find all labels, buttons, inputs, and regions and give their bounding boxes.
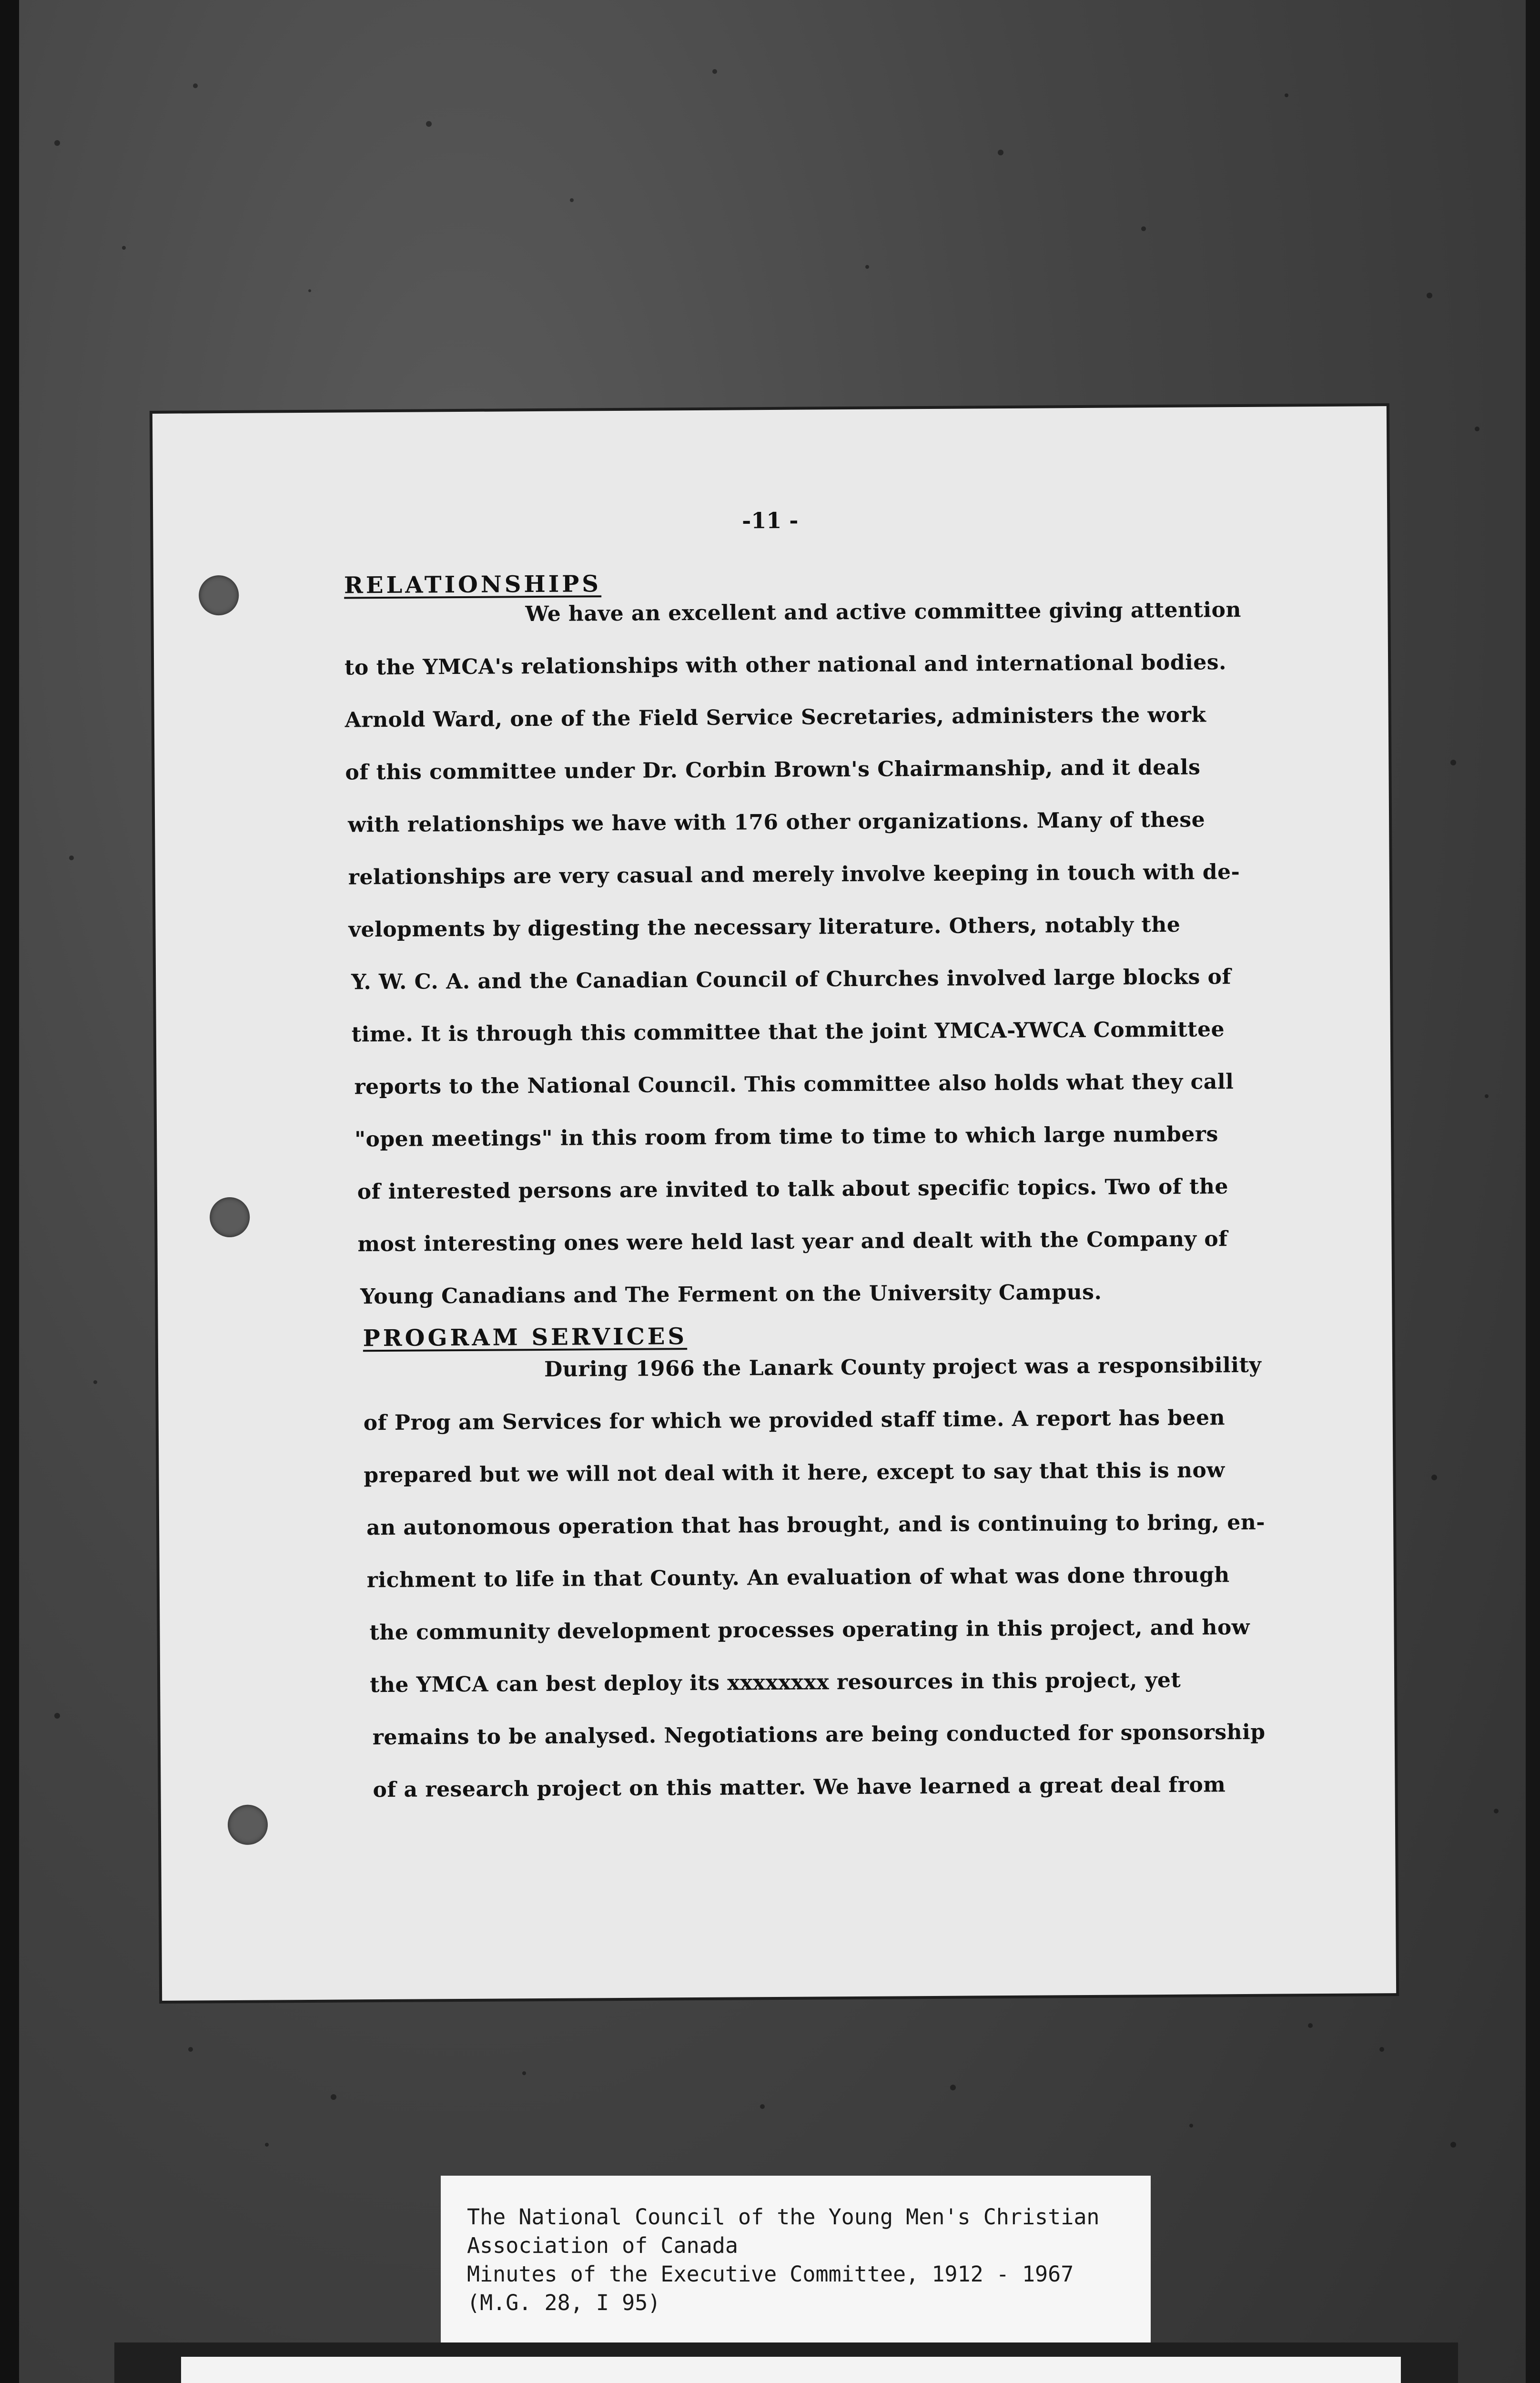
punch-hole-middle [210, 1197, 250, 1238]
catalog-line: (M.G. 28, I 95) [467, 2290, 661, 2315]
section-heading-relationships: RELATIONSHIPS [344, 570, 602, 599]
text-line: the YMCA can best deploy its xxxxxxxx resources in this project, yet [370, 1668, 1181, 1698]
text-line: Arnold Ward, one of the Field Service Secretaries, administers the work [344, 703, 1206, 733]
document-page [152, 406, 1396, 2001]
text-line: of a research project on this matter. We have learned a great deal from [373, 1772, 1226, 1803]
text-line: the community development processes operating in this project, and how [369, 1615, 1250, 1645]
section-heading-program-services: PROGRAM SERVICES [363, 1323, 688, 1352]
catalog-line: Minutes of the Executive Committee, 1912 - 1967 [467, 2261, 1074, 2287]
text-line: of interested persons are invited to talk about specific topics. Two of the [357, 1174, 1229, 1204]
text-line: most interesting ones were held last year and dealt with the Company of [357, 1227, 1228, 1257]
text-line: prepared but we will not deal with it here, except to say that this is now [364, 1458, 1225, 1488]
text-line: Young Canadians and The Ferment on the University Campus. [360, 1280, 1102, 1309]
archives-stamp [181, 2357, 1401, 2383]
catalog-line: The National Council of the Young Men's Christian [467, 2204, 1100, 2230]
text-line: We have an excellent and active committee giving attention [525, 597, 1242, 627]
text-line: time. It is through this committee that the joint YMCA-YWCA Committee [351, 1017, 1225, 1047]
punch-hole-top [199, 575, 239, 616]
text-line: of this committee under Dr. Corbin Brown's Chairmanship, and it deals [345, 755, 1201, 785]
text-line: with relationships we have with 176 other organizations. Many of these [347, 807, 1206, 837]
text-line: relationships are very casual and merely involve keeping in touch with de- [348, 860, 1240, 890]
text-line: During 1966 the Lanark County project was a responsibility [544, 1353, 1262, 1382]
text-line: an autonomous operation that has brought, and is continuing to bring, en- [366, 1510, 1266, 1540]
text-line: velopments by digesting the necessary literature. Others, notably the [348, 912, 1181, 942]
text-line: "open meetings" in this room from time to time to which large numbers [355, 1122, 1218, 1152]
page-number: -11 - [741, 507, 799, 534]
text-line: of Prog am Services for which we provided staff time. A report has been [363, 1405, 1226, 1436]
catalog-line: Association of Canada [467, 2233, 738, 2258]
text-line: remains to be analysed. Negotiations are being conducted for sponsorship [372, 1720, 1266, 1750]
text-line: to the YMCA's relationships with other national and international bodies. [344, 650, 1226, 680]
text-line: reports to the National Council. This committee also holds what they call [354, 1069, 1234, 1100]
archives-stamp-card [114, 2342, 1458, 2383]
text-line: richment to life in that County. An evaluation of what was done through [366, 1563, 1230, 1593]
punch-hole-bottom [228, 1805, 268, 1845]
text-line: Y. W. C. A. and the Canadian Council of Churches involved large blocks of [351, 965, 1232, 995]
